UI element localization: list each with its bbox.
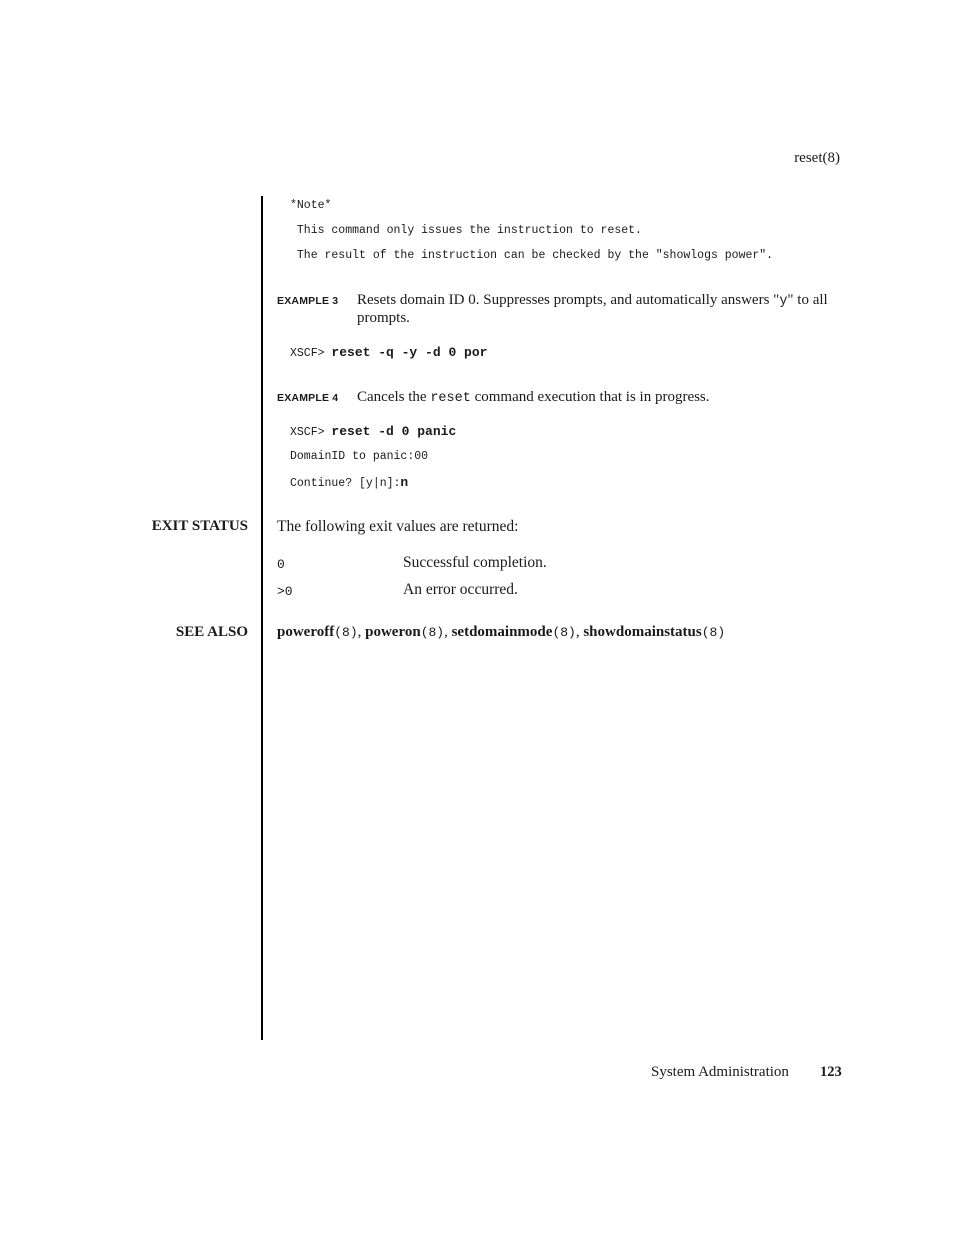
- ref-name: setdomainmode: [451, 624, 553, 640]
- example-4-command: reset -d 0 panic: [331, 424, 457, 439]
- example-3-prompt: XSCF>: [290, 347, 332, 360]
- example-4-text-before: Cancels the: [357, 389, 431, 405]
- code-note-line-1: This command only issues the instruction to reset.: [290, 224, 642, 237]
- exit-status-intro: The following exit values are returned:: [277, 518, 519, 535]
- example-4-continue-prompt: Continue? [y|n]:: [290, 477, 401, 490]
- example-3-text-before: Resets domain ID 0. Suppresses prompts, and automatically answers ": [357, 292, 780, 308]
- see-also-heading: SEE ALSO: [175, 624, 248, 640]
- exit-status-heading: EXIT STATUS: [151, 518, 248, 534]
- ref-name: poweron: [365, 624, 421, 640]
- see-also-ref[interactable]: [277, 624, 358, 640]
- example-4-prompt: XSCF>: [290, 426, 332, 439]
- section-rule: [261, 196, 263, 1040]
- see-also-ref[interactable]: [452, 624, 576, 640]
- example-4-command-line: [290, 424, 456, 439]
- exit-code-0: 0: [277, 557, 285, 572]
- ref-separator: ,: [444, 624, 452, 640]
- ref-separator: ,: [575, 624, 584, 640]
- exit-desc-0: Successful completion.: [403, 554, 547, 571]
- example-3-command-line: [290, 345, 487, 360]
- code-note-line-2: The result of the instruction can be checked by the "showlogs power".: [290, 249, 774, 262]
- example-3-text-after: " to all prompts.: [357, 292, 828, 326]
- example-3-inline-code: y: [779, 294, 788, 309]
- exit-desc-1: An error occurred.: [403, 581, 518, 598]
- example-4-output-2: [290, 475, 408, 490]
- ref-separator: ,: [357, 624, 366, 640]
- example-4-text-after: command execution that is in progress.: [470, 389, 710, 405]
- exit-code-1: >0: [277, 584, 293, 599]
- running-header: reset(8): [794, 150, 840, 166]
- example-3-command: reset -q -y -d 0 por: [331, 345, 488, 360]
- ref-section: (8): [701, 625, 726, 640]
- example-3-label: EXAMPLE 3: [277, 295, 339, 307]
- example-4-answer: n: [400, 475, 409, 490]
- see-also-ref[interactable]: [365, 624, 444, 640]
- footer-page-number: 123: [820, 1064, 842, 1080]
- example-3-description: [357, 292, 842, 327]
- ref-name: poweroff: [277, 624, 335, 640]
- footer-book-title: System Administration: [651, 1064, 789, 1080]
- example-4-inline-code: reset: [430, 391, 471, 406]
- see-also-refs: [277, 624, 725, 641]
- see-also-ref[interactable]: [583, 624, 725, 640]
- example-4-description: [357, 389, 842, 407]
- example-4-label: EXAMPLE 4: [277, 392, 339, 404]
- code-note-heading: *Note*: [290, 199, 332, 212]
- ref-section: (8): [420, 625, 445, 640]
- example-4-output-1: DomainID to panic:00: [290, 450, 429, 463]
- ref-section: (8): [552, 625, 576, 640]
- ref-section: (8): [334, 625, 358, 640]
- ref-name: showdomainstatus: [583, 624, 702, 640]
